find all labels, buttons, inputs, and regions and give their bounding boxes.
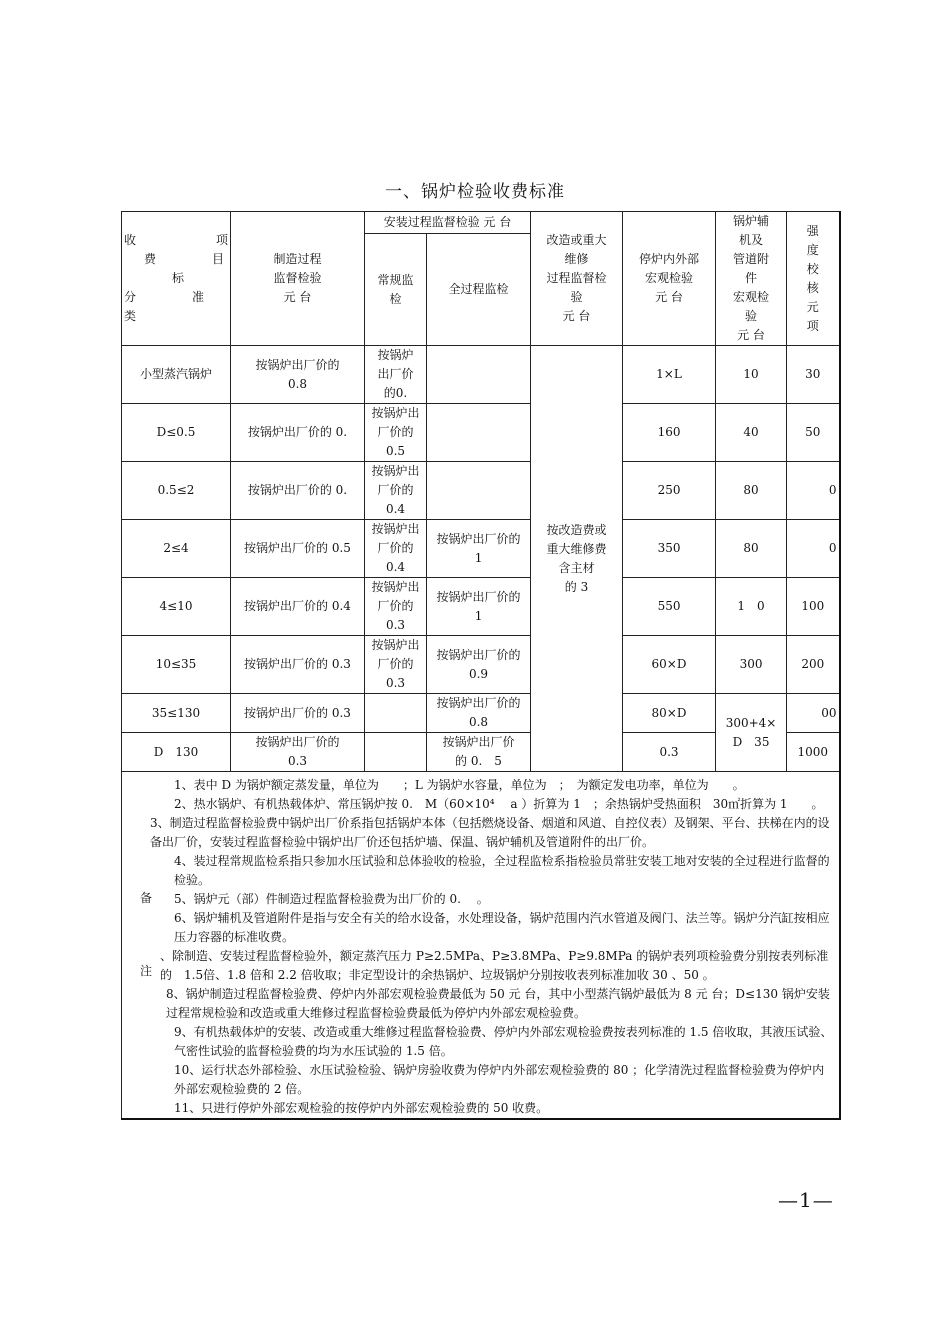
row-full: [427, 346, 531, 404]
row-aux: 80: [716, 520, 787, 578]
note-item: 8、锅炉制造过程监督检验费、停炉内外部宏观检验费最低为 50 元 台，其中小型蒸汽锅炉最低为 8 元 台；D≤130 锅炉安装过程常规检验和改造或重大维修过程监督检验费最低为停炉内外部宏观检验费。: [166, 987, 830, 1020]
row-category: 0.5≤2: [122, 462, 231, 520]
row-regular: 按锅炉 出厂价 的0.: [365, 346, 427, 404]
row-manufacture: 按锅炉出厂价的 0.: [231, 462, 365, 520]
row-strength: 0: [787, 462, 840, 520]
row-strength: 1000: [787, 733, 840, 772]
aux-merged-cell: 300+4× D 35: [716, 694, 787, 772]
row-regular: 按锅炉出 厂价的 0.3: [365, 636, 427, 694]
row-category: 小型蒸汽锅炉: [122, 346, 231, 404]
row-shutdown: 0.3: [623, 733, 716, 772]
row-shutdown: 160: [623, 404, 716, 462]
row-manufacture: 按锅炉出厂价的 0.5: [231, 520, 365, 578]
row-strength: 200: [787, 636, 840, 694]
note-item: 10、运行状态外部检验、水压试验检验、锅炉房验收费为停炉内外部宏观检验费的 80 ；化学清洗过程监督检验费为停炉内外部宏观检验费的 2 倍。: [174, 1063, 825, 1096]
note-item: 3、制造过程监督检验费中锅炉出厂价系指包括锅炉本体（包括燃烧设备、烟道和风道、自控仪表）及钢架、平台、扶梯在内的设备出厂价，安装过程监督检验中锅炉出厂价还包括炉墙、保温、锅炉辅机及管道附件的出厂价。: [150, 816, 830, 849]
row-category: 10≤35: [122, 636, 231, 694]
row-strength: 30: [787, 346, 840, 404]
page-number: —1—: [778, 1188, 834, 1212]
table-row: [122, 346, 840, 404]
header-strength: 强 度 校 核 元 项: [787, 212, 840, 346]
header-aux: 锅炉辅 机及 管道附 件 宏观检 验 元 台: [716, 212, 787, 346]
table-row: [122, 636, 840, 694]
note-item: 9、有机热载体炉的安装、改造或重大维修过程监督检验费、停炉内外部宏观检验费按表列标准的 1.5 倍收取，其液压试验、气密性试验的监督检验费的均为水压试验的 1.5 倍。: [174, 1025, 833, 1058]
modify-merged-cell: 按改造费或 重大维修费 含主材 的 3: [531, 346, 623, 772]
row-aux: 10: [716, 346, 787, 404]
row-category: D≤0.5: [122, 404, 231, 462]
row-manufacture: 按锅炉出厂价的 0.: [231, 404, 365, 462]
note-item: 、除制造、安装过程监督检验外，额定蒸汽压力 P≥2.5MPa、P≥3.8MPa、P≥9.8MPa 的锅炉表列项检验费分别按表列标准的 1.5倍、1.8 倍和 2.2 倍收取；非定型设计的余热锅炉、垃圾锅炉分别按收表列标准加收 30 、50 。: [160, 949, 829, 982]
notes-label: 备 注: [139, 891, 152, 978]
row-category: 2≤4: [122, 520, 231, 578]
row-manufacture: 按锅炉出厂价的 0.3: [231, 694, 365, 733]
row-shutdown: 60×D: [623, 636, 716, 694]
note-item: 1、表中 D 为锅炉额定蒸发量，单位为 ；L 为锅炉水容量，单位为 ； 为额定发电功率，单位为 。: [174, 778, 745, 792]
row-manufacture: 按锅炉出厂价的 0.8: [231, 346, 365, 404]
row-shutdown: 350: [623, 520, 716, 578]
row-shutdown: 250: [623, 462, 716, 520]
row-full: [427, 404, 531, 462]
header-shutdown: 停炉内外部 宏观检验 元 台: [623, 212, 716, 346]
row-manufacture: 按锅炉出厂价的 0.3: [231, 636, 365, 694]
row-aux: 1 0: [716, 578, 787, 636]
note-item: 11、只进行停炉外部宏观检验的按停炉内外部宏观检验费的 50 收费。: [174, 1101, 549, 1115]
header-install-full: 全过程监检: [427, 234, 531, 346]
fee-table: [121, 211, 841, 1120]
row-manufacture: 按锅炉出厂价的 0.4: [231, 578, 365, 636]
row-aux: 80: [716, 462, 787, 520]
row-category: D 130: [122, 733, 231, 772]
note-item: 6、锅炉辅机及管道附件是指与安全有关的给水设备，水处理设备，锅炉范围内汽水管道及阀门、法兰等。锅炉分汽缸按相应压力容器的标准收费。: [174, 911, 830, 944]
row-regular: 按锅炉出 厂价的 0.4: [365, 462, 427, 520]
header-modify: 改造或重大 维修 过程监督检 验 元 台: [531, 212, 623, 346]
row-full: 按锅炉出厂价的 1: [427, 520, 531, 578]
table-row: [122, 694, 840, 733]
header-install-group: 安装过程监督检验 元 台: [365, 212, 531, 234]
header-install-regular: 常规监 检: [365, 234, 427, 346]
row-regular: [365, 733, 427, 772]
row-aux: 300: [716, 636, 787, 694]
row-full: [427, 462, 531, 520]
row-full: 按锅炉出厂价的 0.9: [427, 636, 531, 694]
table-row: [122, 520, 840, 578]
note-item: 4、装过程常规监检系指只参加水压试验和总体验收的检验，全过程监检系指检验员常驻安装工地对安装的全过程进行监督的检验。: [174, 854, 830, 887]
table-row: [122, 404, 840, 462]
row-strength: 00: [787, 694, 840, 733]
row-shutdown: 550: [623, 578, 716, 636]
row-manufacture: 按锅炉出厂价的 0.3: [231, 733, 365, 772]
notes-body: [150, 772, 839, 1118]
note-item: 2、热水锅炉、有机热载体炉、常压锅炉按 0. M（60×10⁴ a ）折算为 1 ；余热锅炉受热面积 30㎡折算为 1 。: [174, 797, 824, 811]
row-regular: 按锅炉出 厂价的 0.4: [365, 520, 427, 578]
row-category: 4≤10: [122, 578, 231, 636]
header-classify: 收 项 费 目 标 分 准 类: [122, 212, 231, 346]
row-full: 按锅炉出厂价的 0.8: [427, 694, 531, 733]
row-strength: 50: [787, 404, 840, 462]
row-aux: 40: [716, 404, 787, 462]
row-regular: 按锅炉出 厂价的 0.3: [365, 578, 427, 636]
row-full: 按锅炉出厂价的 1: [427, 578, 531, 636]
row-full: 按锅炉出厂价 的 0. 5: [427, 733, 531, 772]
row-shutdown: 1×L: [623, 346, 716, 404]
row-regular: [365, 694, 427, 733]
row-shutdown: 80×D: [623, 694, 716, 733]
notes-row: [122, 772, 840, 1120]
row-category: 35≤130: [122, 694, 231, 733]
note-item: 5、锅炉元（部）件制造过程监督检验费为出厂价的 0. 。: [174, 892, 489, 906]
row-strength: 0: [787, 520, 840, 578]
row-strength: 100: [787, 578, 840, 636]
page-title: 一、锅炉检验收费标准: [385, 182, 565, 202]
header-manufacture: 制造过程 监督检验 元 台: [231, 212, 365, 346]
row-regular: 按锅炉出 厂价的 0.5: [365, 404, 427, 462]
table-row: [122, 462, 840, 520]
table-row: [122, 578, 840, 636]
